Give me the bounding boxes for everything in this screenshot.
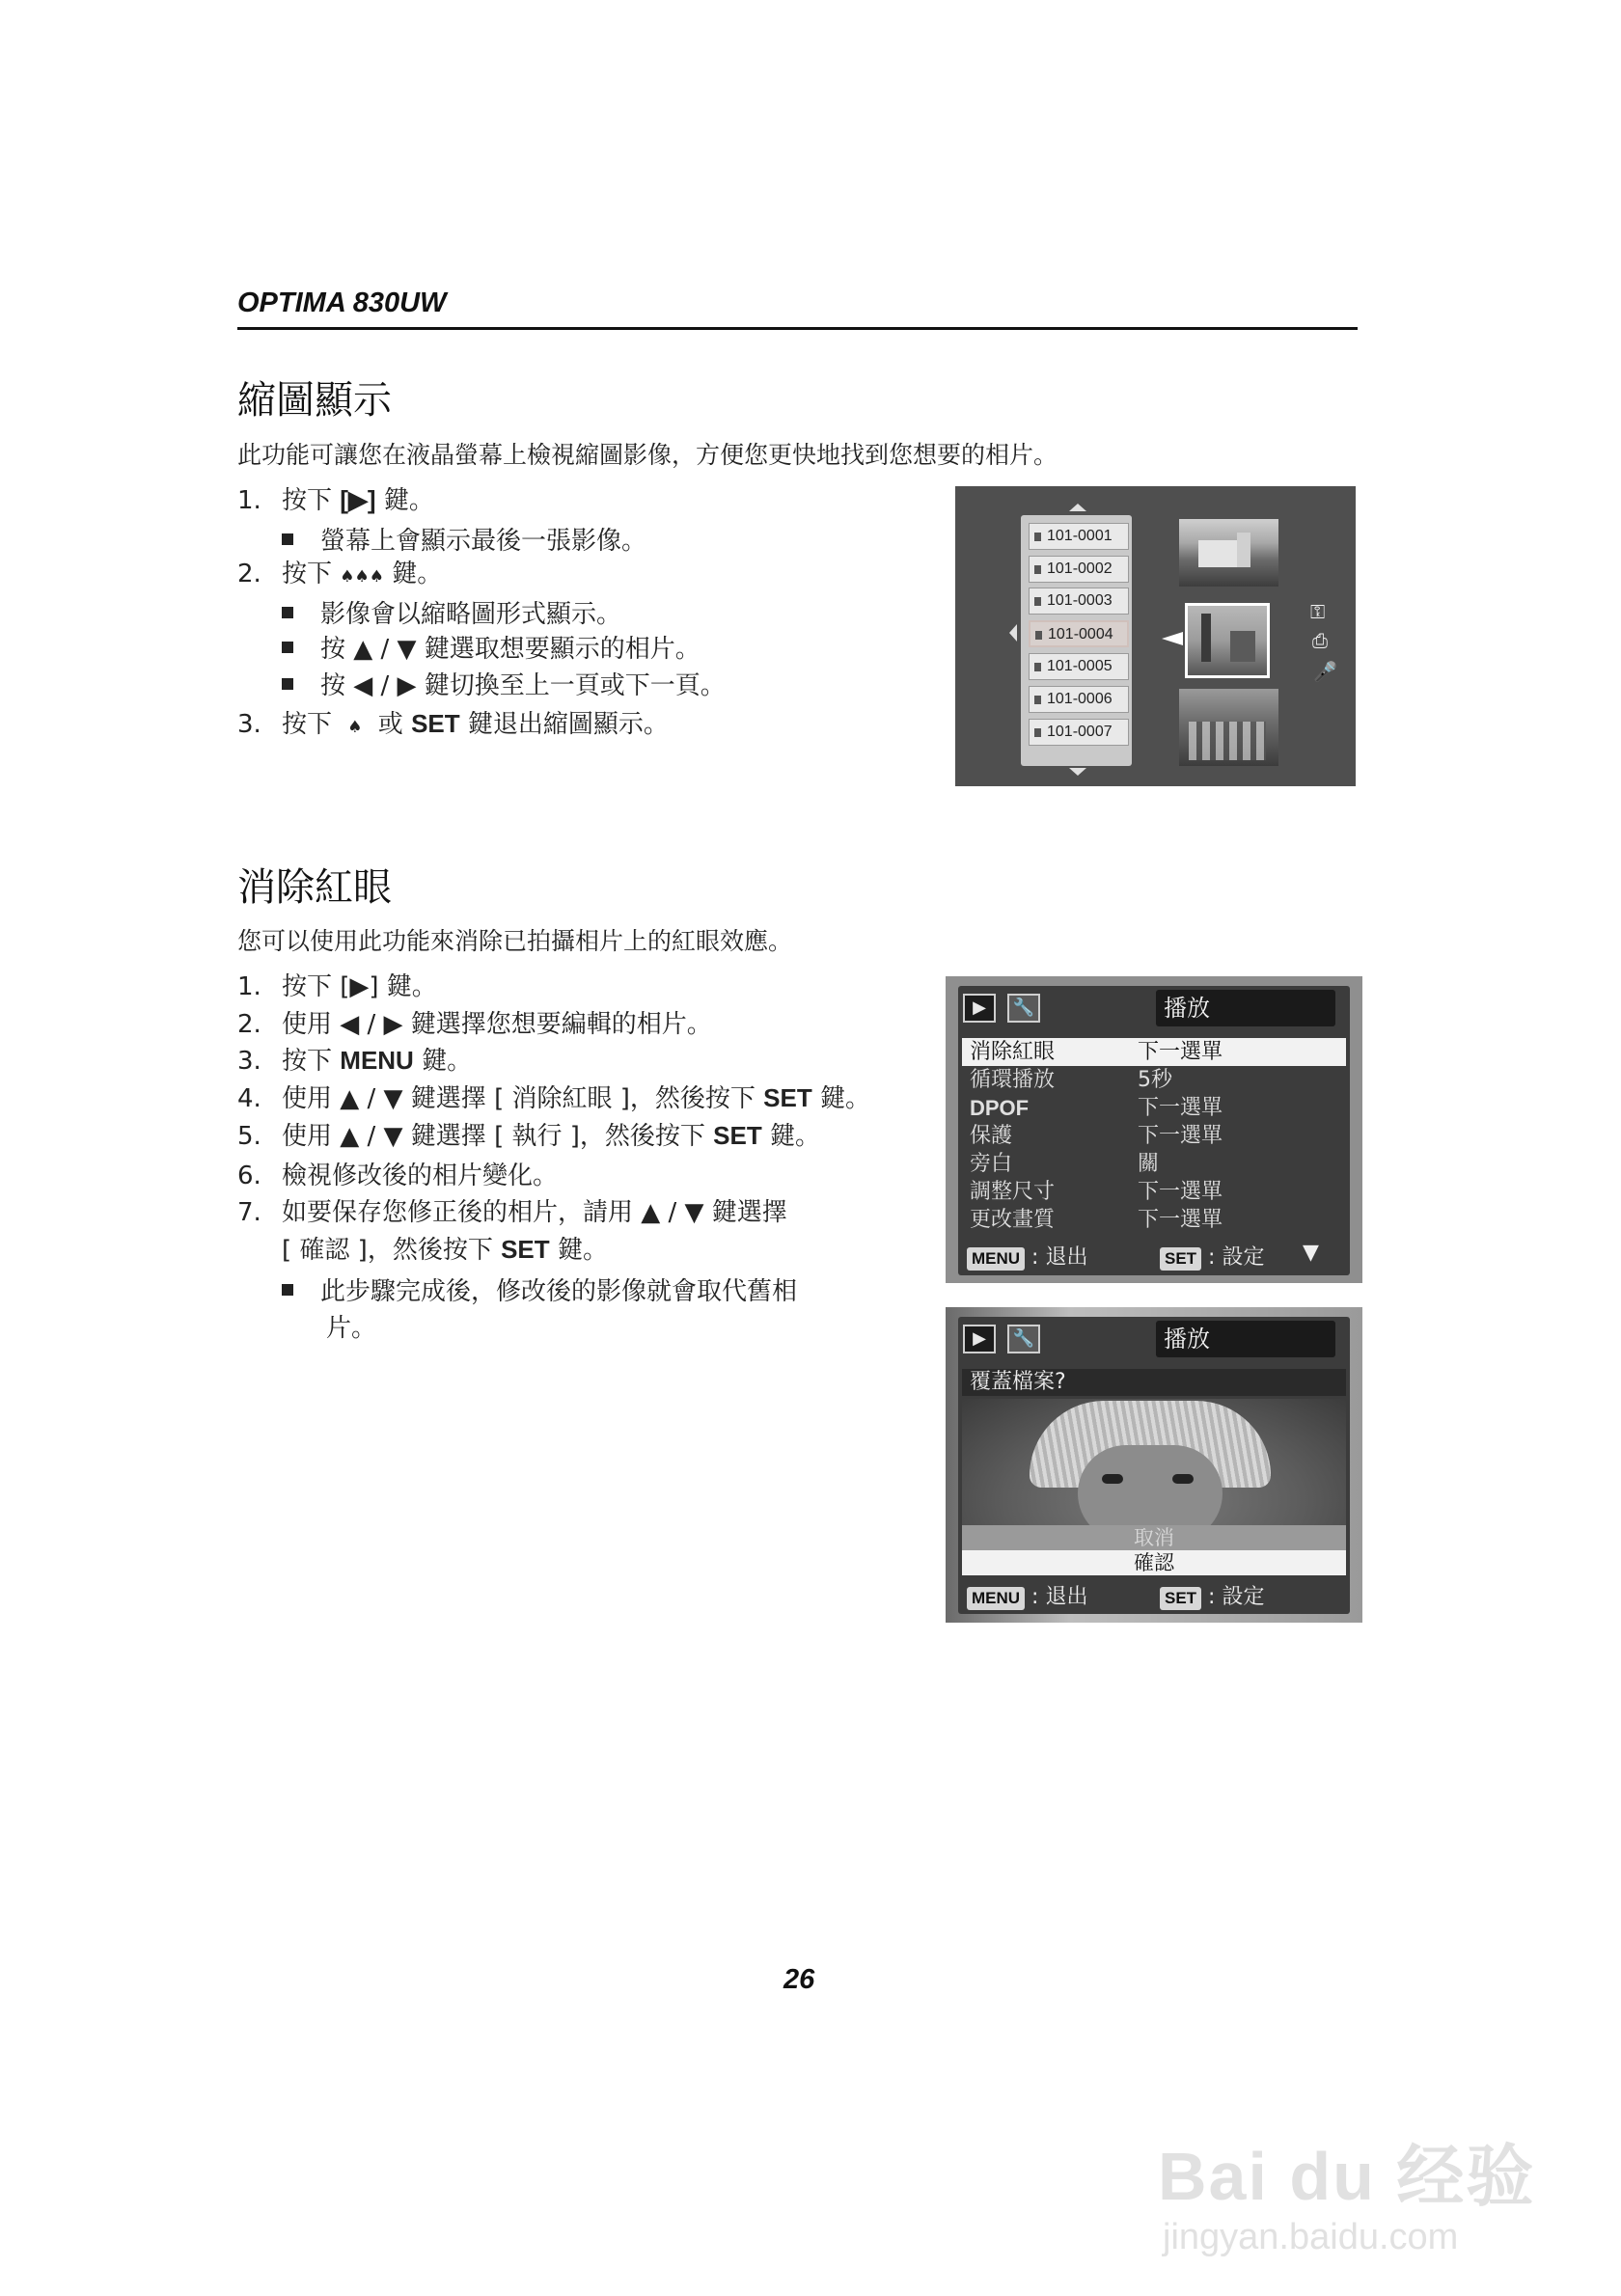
section-intro-red-eye: 您可以使用此功能來消除已拍攝相片上的紅眼效應。 — [237, 927, 793, 955]
footer-exit: MENU : 退出 — [967, 1241, 1087, 1271]
scroll-down-icon — [1069, 768, 1086, 776]
file-item[interactable]: 101-0001 — [1029, 523, 1129, 550]
step-2: 2. 使用 ◀ / ▶ 鍵選擇您想要編輯的相片。 — [237, 1010, 712, 1039]
menu-item-voice-memo[interactable]: 旁白 關 — [970, 1152, 1160, 1176]
set-key: SET — [1160, 1247, 1201, 1271]
step-3: 3. 按下 ♠ 或 SET 鍵退出縮圖顯示。 — [237, 709, 669, 739]
step-4: 4. 使用 ▲ / ▼ 鍵選擇 [ 消除紅眼 ]，然後按下 SET 鍵。 — [237, 1083, 871, 1113]
step-3: 3. 按下 MENU 鍵。 — [237, 1046, 473, 1076]
menu-item-resize[interactable]: 調整尺寸 下一選單 — [970, 1180, 1223, 1204]
zoom-key-icon: ♠ — [347, 718, 363, 737]
setup-wrench-icon[interactable]: 🔧 — [1007, 1325, 1040, 1353]
step-2: 2. 按下 ♠♠♠ 鍵。 — [237, 560, 443, 588]
scroll-down-arrow-icon: ▼ — [1303, 1241, 1319, 1265]
bullet-icon — [282, 642, 293, 653]
thumbnail-zoom-icon: ♠♠♠ — [340, 567, 385, 587]
file-item-selected[interactable]: 101-0004 — [1029, 620, 1129, 647]
footer-set: SET : 設定 — [1160, 1580, 1264, 1610]
menu-item-slideshow[interactable]: 循環播放 5秒 — [970, 1068, 1172, 1092]
menu-title: 播放 — [1156, 1321, 1335, 1357]
playback-mode-icon[interactable]: ▶ — [963, 1325, 996, 1353]
baidu-watermark-logo: Bai du 经验 — [1158, 2139, 1536, 2214]
bullet-icon — [282, 607, 293, 618]
file-item[interactable]: 101-0002 — [1029, 556, 1129, 583]
section-intro-thumbnail: 此功能可讓您在液晶螢幕上檢視縮圖影像，方便您更快地找到您想要的相片。 — [237, 441, 1058, 469]
mic-icon: 🎤 — [1313, 660, 1337, 683]
menu-item-protect[interactable]: 保護 下一選單 — [970, 1124, 1223, 1148]
section-title-red-eye: 消除紅眼 — [237, 865, 392, 910]
photo-preview — [962, 1399, 1346, 1526]
footer-set: SET : 設定 — [1160, 1241, 1264, 1271]
setup-wrench-icon[interactable]: 🔧 — [1007, 994, 1040, 1023]
file-list — [1021, 515, 1132, 766]
thumbnail-church-selected[interactable] — [1185, 603, 1270, 678]
file-item[interactable]: 101-0005 — [1029, 653, 1129, 680]
step-5: 5. 使用 ▲ / ▼ 鍵選擇 [ 執行 ]，然後按下 SET 鍵。 — [237, 1121, 821, 1151]
menu-item-dpof[interactable]: DPOF 下一選單 — [970, 1096, 1223, 1120]
scroll-up-icon — [1069, 504, 1086, 511]
scroll-left-icon — [1009, 624, 1017, 642]
confirm-question: 覆蓋檔案? — [962, 1369, 1346, 1396]
step-7-continued: [ 確認 ]，然後按下 SET 鍵。 — [282, 1235, 608, 1265]
pointer-icon — [1162, 632, 1183, 645]
note: 此步驟完成後，修改後的影像就會取代舊相 — [282, 1271, 797, 1307]
file-item[interactable]: 101-0006 — [1029, 686, 1129, 713]
menu-title: 播放 — [1156, 990, 1335, 1026]
bullet-icon — [282, 1284, 293, 1296]
thumbnail-town[interactable] — [1179, 689, 1278, 766]
confirm-screen — [946, 1307, 1362, 1623]
document-header: OPTIMA 830UW — [237, 287, 447, 318]
key-icon: ⚿ — [1310, 600, 1326, 623]
option-cancel[interactable]: 取消 — [962, 1525, 1346, 1550]
page-number: 26 — [783, 1964, 815, 1995]
step-7: 7. 如要保存您修正後的相片，請用 ▲ / ▼ 鍵選擇 — [237, 1198, 787, 1227]
baidu-watermark-url: jingyan.baidu.com — [1163, 2217, 1459, 2257]
note: 按 ▲ / ▼ 鍵選取想要顯示的相片。 — [282, 629, 701, 665]
thumbnail-screen — [955, 486, 1356, 786]
bullet-icon — [282, 533, 293, 545]
step-6: 6. 檢視修改後的相片變化。 — [237, 1162, 559, 1190]
menu-key: MENU — [967, 1247, 1025, 1271]
menu-key: MENU — [967, 1587, 1025, 1610]
set-key: SET — [1160, 1587, 1201, 1610]
file-item[interactable]: 101-0003 — [1029, 588, 1129, 615]
menu-screen — [946, 976, 1362, 1283]
note-continued: 片。 — [326, 1314, 377, 1343]
note: 按 ◀ / ▶ 鍵切換至上一頁或下一頁。 — [282, 666, 726, 701]
header-rule — [237, 327, 1358, 330]
option-confirm-selected[interactable]: 確認 — [962, 1550, 1346, 1575]
footer-exit: MENU : 退出 — [967, 1580, 1087, 1610]
thumbnail-castle[interactable] — [1179, 519, 1278, 587]
file-item[interactable]: 101-0007 — [1029, 719, 1129, 746]
print-icon: ⎙ — [1312, 629, 1328, 652]
bullet-icon — [282, 678, 293, 690]
menu-item-quality[interactable]: 更改畫質 下一選單 — [970, 1208, 1223, 1232]
playback-key: [▶] — [340, 485, 376, 514]
section-title-thumbnail: 縮圖顯示 — [237, 378, 392, 423]
step-1: 1. 按下 [▶] 鍵。 — [237, 485, 434, 515]
step-1: 1. 按下 [▶] 鍵。 — [237, 972, 437, 1001]
menu-item-red-eye[interactable]: 消除紅眼 下一選單 — [962, 1038, 1346, 1066]
note: 影像會以縮略圖形式顯示。 — [282, 594, 621, 630]
playback-mode-icon[interactable]: ▶ — [963, 994, 996, 1023]
note: 螢幕上會顯示最後一張影像。 — [282, 521, 646, 557]
